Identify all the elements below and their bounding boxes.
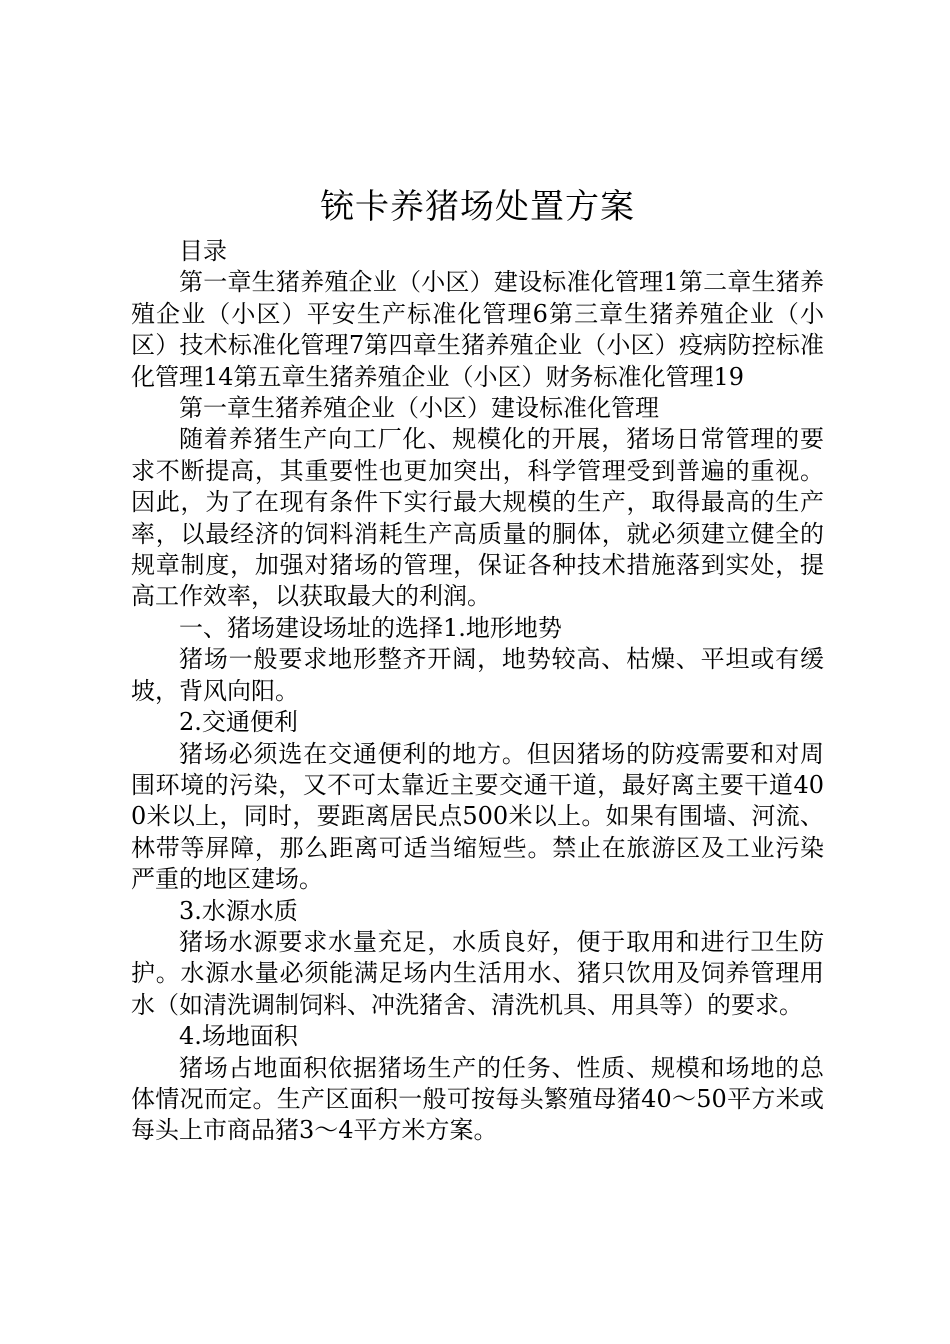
subheading-area: 4.场地面积 — [179, 1022, 298, 1051]
toc-heading: 目录 — [179, 237, 227, 265]
document-title: 铳卡养猪场处置方案 — [320, 187, 635, 227]
subheading-water: 3.水源水质 — [179, 896, 298, 925]
intro-paragraph: 随着养猪生产向工厂化、规模化的开展，猪场日常管理的要求不断提高，其重要性也更加突出，科学管理受到普遍的重视。因此，为了在现有条件下实行最大规模的生产，取得最高的生产率，以最经济的饲料消耗生产高质量的胴体，就必须建立健全的规章制度，加强对猪场的管理，保证各种技术措施落到实处，提高工作效率，以获取最大的利润。 — [131, 425, 824, 611]
paragraph-area: 猪场占地面积依据猪场生产的任务、性质、规模和场地的总体情况而定。生产区面积一般可按每头繁殖母猪40～50平方米或每头上市商品猪3～4平方米方案。 — [131, 1053, 824, 1145]
chapter-heading: 第一章生猪养殖企业（小区）建设标准化管理 — [179, 394, 659, 423]
paragraph-transport: 猪场必须选在交通便利的地方。但因猪场的防疫需要和对周围环境的污染，又不可太靠近主要交通干道，最好离主要干道400米以上，同时，要距离居民点500米以上。如果有围墙、河流、林带等屏障，那么距离可适当缩短些。禁止在旅游区及工业污染严重的地区建场。 — [131, 739, 824, 894]
document-body — [131, 178, 824, 1147]
paragraph-terrain: 猪场一般要求地形整齐开阔，地势较高、枯燥、平坦或有缓坡，背风向阳。 — [131, 645, 824, 705]
toc-entries: 第一章生猪养殖企业（小区）建设标准化管理1第二章生猪养殖企业（小区）平安生产标准化管理6第三章生猪养殖企业（小区）技术标准化管理7第四章生猪养殖企业（小区）疫病防控标准化管理14第五章生猪养殖企业（小区）财务标准化管理19 — [131, 268, 824, 391]
subheading-transport: 2.交通便利 — [179, 708, 298, 737]
paragraph-water: 猪场水源要求水量充足，水质良好，便于取用和进行卫生防护。水源水量必须能满足场内生活用水、猪只饮用及饲养管理用水（如清洗调制饲料、冲洗猪舍、清洗机具、用具等）的要求。 — [131, 927, 824, 1019]
section-heading-site-selection: 一、猪场建设场址的选择1.地形地势 — [179, 613, 562, 642]
